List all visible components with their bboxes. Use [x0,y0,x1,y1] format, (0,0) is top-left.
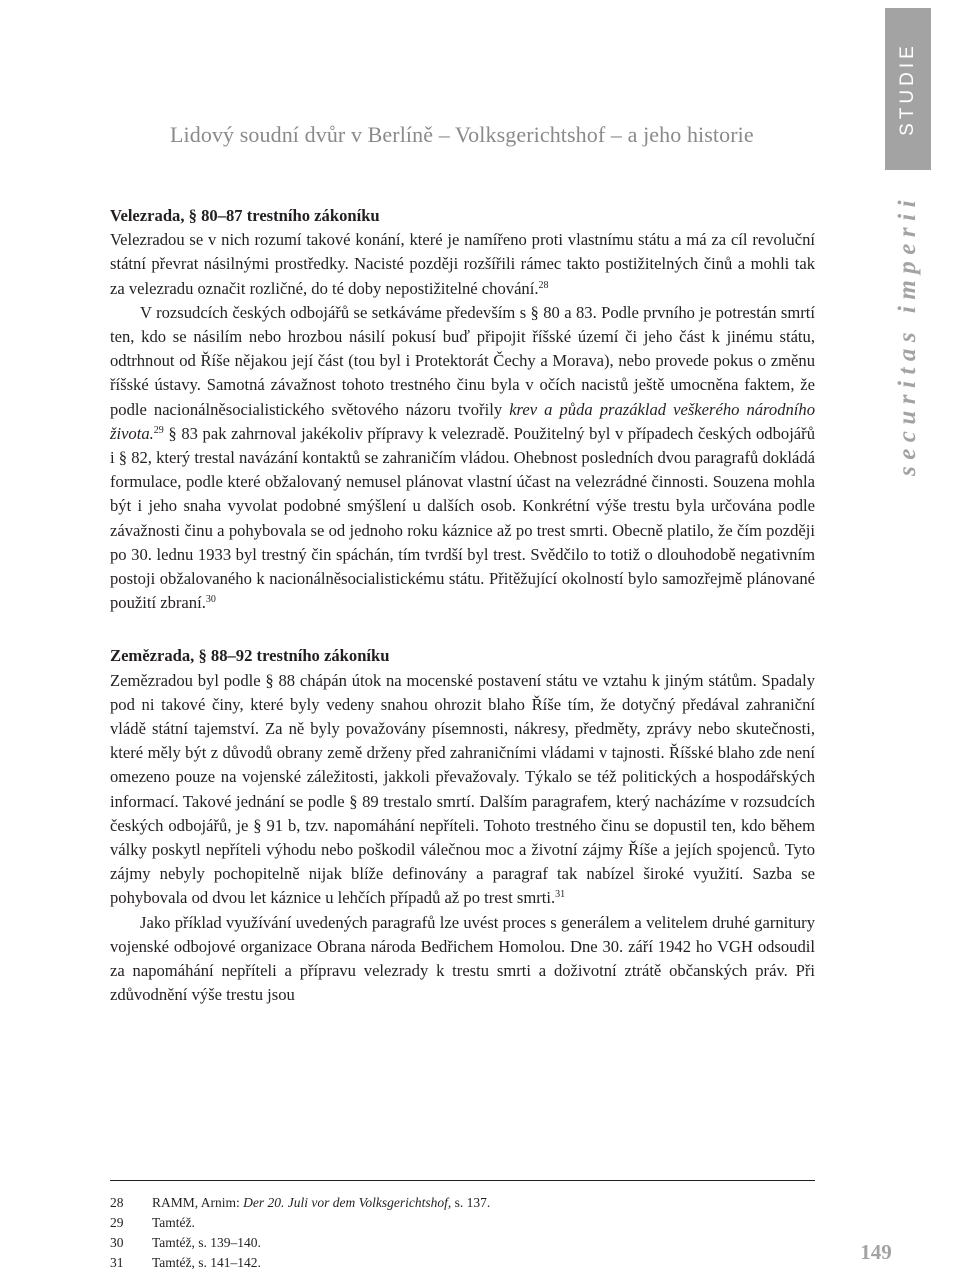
paragraph: Jako příklad využívání uvedených paragrafů lze uvést proces s generálem a velitelem druhé garnitury vojenské odbojové organizace Obrana národa Bedřichem Homolou. Dne 30. září 1942 ho VGH odsoudil za napomáhání nepříteli a přípravu velezrady k trestu smrti a doživotní ztrátě občanských práv. Při zdůvodnění výše trestu jsou [110,912,815,1005]
footnote-divider [110,1180,815,1181]
footnote-text: Tamtéž. [152,1215,195,1230]
footnote-ref[interactable]: 30 [205,594,216,606]
footnote-text: RAMM, Arnim: Der 20. Juli vor dem Volksgerichtshof, s. 137. [152,1195,491,1210]
running-head: Lidový soudní dvůr v Berlíně – Volksgerichtshof – a jeho historie [170,122,754,147]
footnote-number: 29 [110,1215,124,1230]
journal-motto-text: securitas imperii [894,193,921,477]
footnotes [110,1193,815,1273]
article-body [110,204,815,1008]
section-tab-label: STUDIE [897,42,918,136]
section-tab [885,8,931,170]
footnote-item [110,1253,815,1273]
footnote-ref[interactable]: 29 [153,424,164,436]
section-heading-velezrada: Velezrada, § 80–87 trestního zákoníku [110,206,380,225]
footnote-number: 28 [110,1195,124,1210]
footnote-text: Tamtéž, s. 141–142. [152,1255,261,1270]
footnote-ref[interactable]: 28 [538,279,549,291]
paragraph: Velezradou se v nich rozumí takové konání, které je namířeno proti vlastnímu státu a má za cíl revoluční státní převrat násilnými prostředky. Nacisté později rozšířili rámec takto postižitelných činů a mohli tak za velezradu označit rozličné, do té doby nepostižitelné chování.$^{28}$ [110,230,815,298]
footnote-item [110,1233,815,1253]
journal-motto [888,180,928,490]
footnote-item [110,1193,815,1213]
paragraph: V rozsudcích českých odbojářů se setkáváme především s § 80 a 83. Podle prvního je potrestán smrtí ten, kdo se násilím nebo hrozbou násilí pokusí buď připojit říšské území či jeho část k jinému státu, odtrhnout od Říše nějakou její část (tou byl i Protektorát Čechy a Morava), nebo provede pokus o změnu říšské ústavy. Samotná závažnost tohoto trestného činu byla v očích nacistů ještě umocněna faktem, že podle nacionálněsocialistického světového názoru tvořily krev a půda prazáklad veškerého národního života.$^{29}$ § 83 pak zahrnoval jakékoliv přípravy k velezradě. Použitelný byl v případech českých odbojářů i § 82, který trestal navázání kontaktů se zahraničím vládou. Ohebnost posledních dvou paragrafů dokládá formulace, podle které obžalovaný nemusel plánovat vlastní účast na velezrádné činnosti. Souzena mohla být i jeho snaha vyvolat podobné smýšlení u dalších osob. Konkrétní výše trestu byla určována podle závažnosti činu a pohybovala se od jednoho roku káznice až po trest smrti. Obecně platilo, že čím později po 30. lednu 1933 byl trestný čin spáchán, tím tvrdší byl trest. Svědčilo to totiž o dlouhodobě negativním postoji obžalovaného k nacionálněsocialistickému státu. Přitěžující okolností bylo samozřejmě plánované použití zbraní.$^{30}$ [110,302,816,613]
page-number: 149 [860,1240,892,1264]
footnote-ref[interactable]: 31 [555,889,566,901]
footnote-item [110,1213,815,1233]
footnote-number: 30 [110,1235,124,1250]
emphasis: krev a půda prazáklad veškerého národního života. [110,399,815,443]
footnote-number: 31 [110,1255,124,1270]
section-heading-zemezrada: Zemězrada, § 88–92 trestního zákoníku [110,646,390,666]
footnote-text: Tamtéž, s. 139–140. [152,1235,261,1250]
paragraph: Zemězradou byl podle § 88 chápán útok na mocenské postavení státu ve vztahu k jiným státům. Spadaly pod ni takové činy, které byly vedeny snahou ohrozit blaho Říše tím, že dotyčný předával zahraniční vládě státní tajemství. Za ně byly považovány písemnosti, nákresy, předměty, zprávy nebo skutečnosti, které měly být z důvodů obrany země drženy před zahraničními vládami v tajnosti. Říšské blaho zde není omezeno pouze na vojenské záležitosti, jakkoli převažovaly. Týkalo se též politických a hospodářských informací. Takové jednání se podle § 89 trestalo smrtí. Dalším paragrafem, který nacházíme v rozsudcích českých odbojářů, je § 91 b, tzv. napomáhání nepříteli. Tohoto trestného činu se dopustil ten, kdo během války poskytl nepříteli výhodu nebo poškodil válečnou moc a životní zájmy Říše a jejích spojenců. Tyto zájmy nebyly pochopitelně nijak blíže definovány a paragraf tak nabízel široké využití. Sazba se pohybovala od dvou let káznice u lehčích případů až po trest smrti.$^{31}$ [110,670,815,908]
